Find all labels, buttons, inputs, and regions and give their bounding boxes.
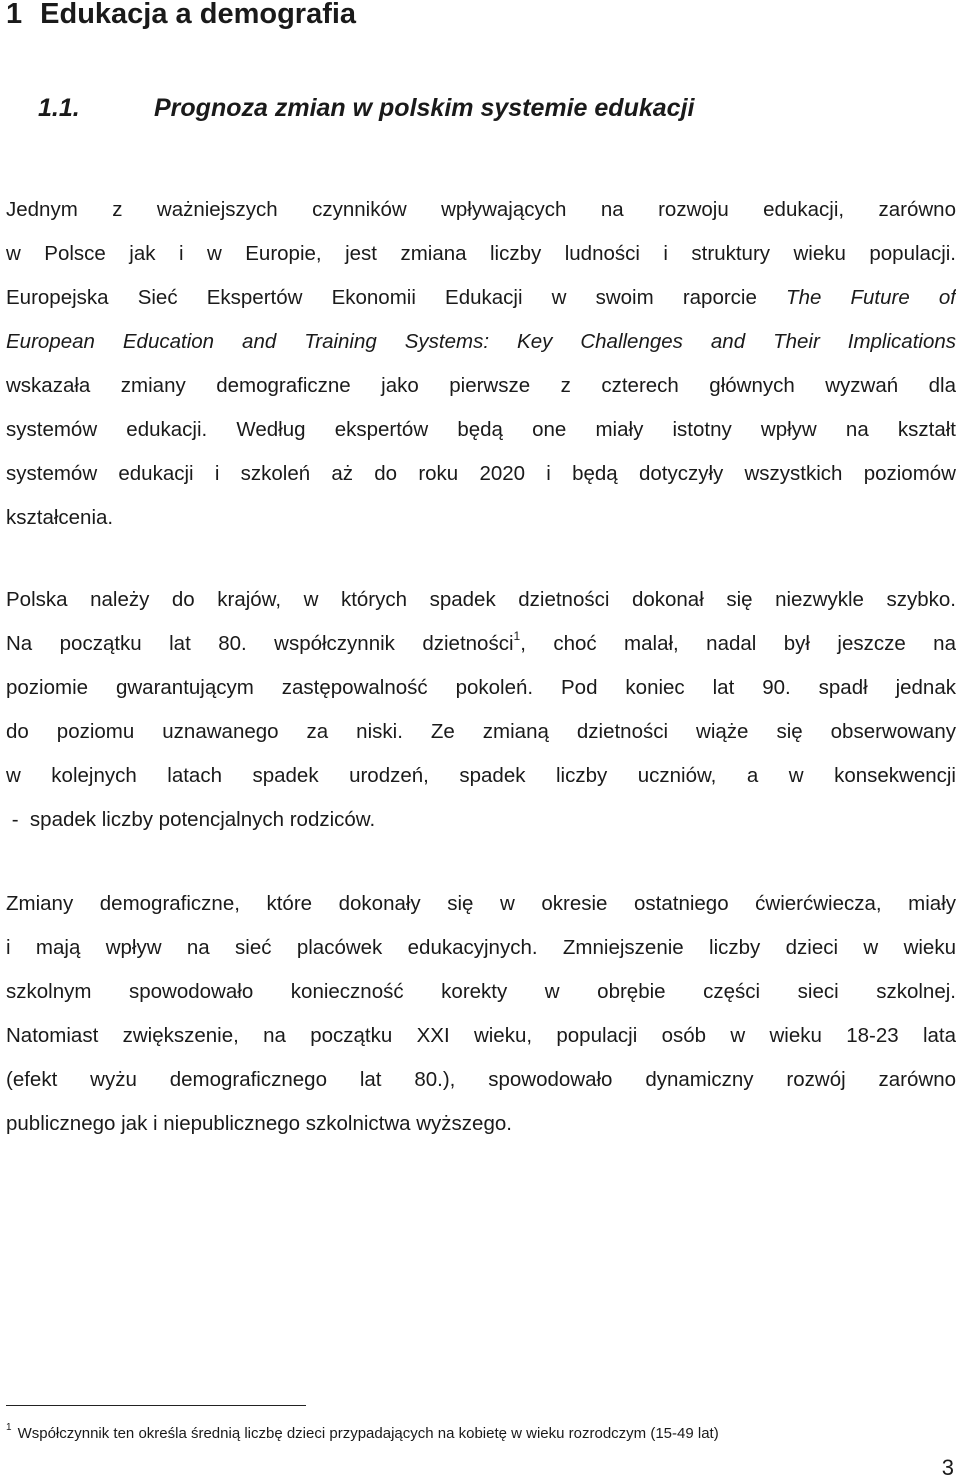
footnote-number: 1 <box>6 1422 12 1433</box>
paragraph-line: publicznego jak i niepublicznego szkolnictwa wyższego. <box>6 1112 512 1135</box>
line-text: Europejska Sieć Ekspertów Ekonomii Edukacji w swoim raporcie <box>6 286 787 309</box>
paragraph-line: kształcenia. <box>6 506 114 529</box>
paragraph-line <box>6 622 956 666</box>
line-text: , choć malał, nadal był jeszcze na <box>520 632 956 655</box>
chapter-title: Edukacja a demografia <box>40 0 357 30</box>
paragraph-line: szkolnym spowodowało konieczność korekty w obrębie części sieci szkolnej. <box>6 980 956 1003</box>
footnote-text: Współczynnik ten określa średnią liczbę dzieci przypadających na kobietę w wieku rozrodczym (15-49 lat) <box>17 1425 719 1442</box>
report-title-part: The Future of <box>786 286 956 309</box>
section-title: Prognoza zmian w polskim systemie edukacji <box>154 94 695 122</box>
section-number: 1.1. <box>38 94 80 122</box>
paragraph-line <box>6 276 956 320</box>
footnote-marker: 1 <box>513 629 521 643</box>
paragraph-2 <box>6 578 956 842</box>
paragraph-line: Jednym z ważniejszych czynników wpływających na rozwoju edukacji, zarówno <box>6 198 956 221</box>
paragraph-line: wskazała zmiany demograficzne jako pierwsze z czterech głównych wyzwań dla <box>6 374 956 397</box>
paragraph-line: poziomie gwarantującym zastępowalność pokoleń. Pod koniec lat 90. spadł jednak <box>6 676 956 699</box>
paragraph-line: do poziomu uznawanego za niski. Ze zmianą dzietności wiąże się obserwowany <box>6 720 956 743</box>
paragraph-line: (efekt wyżu demograficznego lat 80.), spowodowało dynamiczny rozwój zarówno <box>6 1068 956 1091</box>
footnote <box>6 1422 719 1442</box>
footnote-separator <box>6 1405 306 1406</box>
report-title-part: European Education and Training Systems: Key Challenges and Their Implications <box>6 330 956 353</box>
line-text: Na początku lat 80. współczynnik dzietności <box>6 632 514 655</box>
paragraph-line: systemów edukacji i szkoleń aż do roku 2020 i będą dotyczyły wszystkich poziomów <box>6 462 956 485</box>
paragraph-line: w kolejnych latach spadek urodzeń, spadek liczby uczniów, a w konsekwencji <box>6 764 956 787</box>
paragraph-line <box>6 320 956 364</box>
chapter-number: 1 <box>6 0 23 30</box>
paragraph-line: i mają wpływ na sieć placówek edukacyjnych. Zmniejszenie liczby dzieci w wieku <box>6 936 956 959</box>
paragraph-line: Natomiast zwiększenie, na początku XXI wieku, populacji osób w wieku 18-23 lata <box>6 1024 956 1047</box>
section-heading <box>38 94 694 123</box>
paragraph-line: - spadek liczby potencjalnych rodziców. <box>6 808 376 831</box>
paragraph-1 <box>6 188 956 540</box>
paragraph-3 <box>6 882 956 1146</box>
paragraph-line: systemów edukacji. Według ekspertów będą one miały istotny wpływ na kształt <box>6 418 956 441</box>
paragraph-line: Polska należy do krajów, w których spadek dzietności dokonał się niezwykle szybko. <box>6 588 956 611</box>
chapter-heading <box>6 0 356 31</box>
paragraph-line: w Polsce jak i w Europie, jest zmiana liczby ludności i struktury wieku populacji. <box>6 242 956 265</box>
page-number: 3 <box>941 1455 954 1480</box>
paragraph-line: Zmiany demograficzne, które dokonały się w okresie ostatniego ćwierćwiecza, miały <box>6 892 956 915</box>
